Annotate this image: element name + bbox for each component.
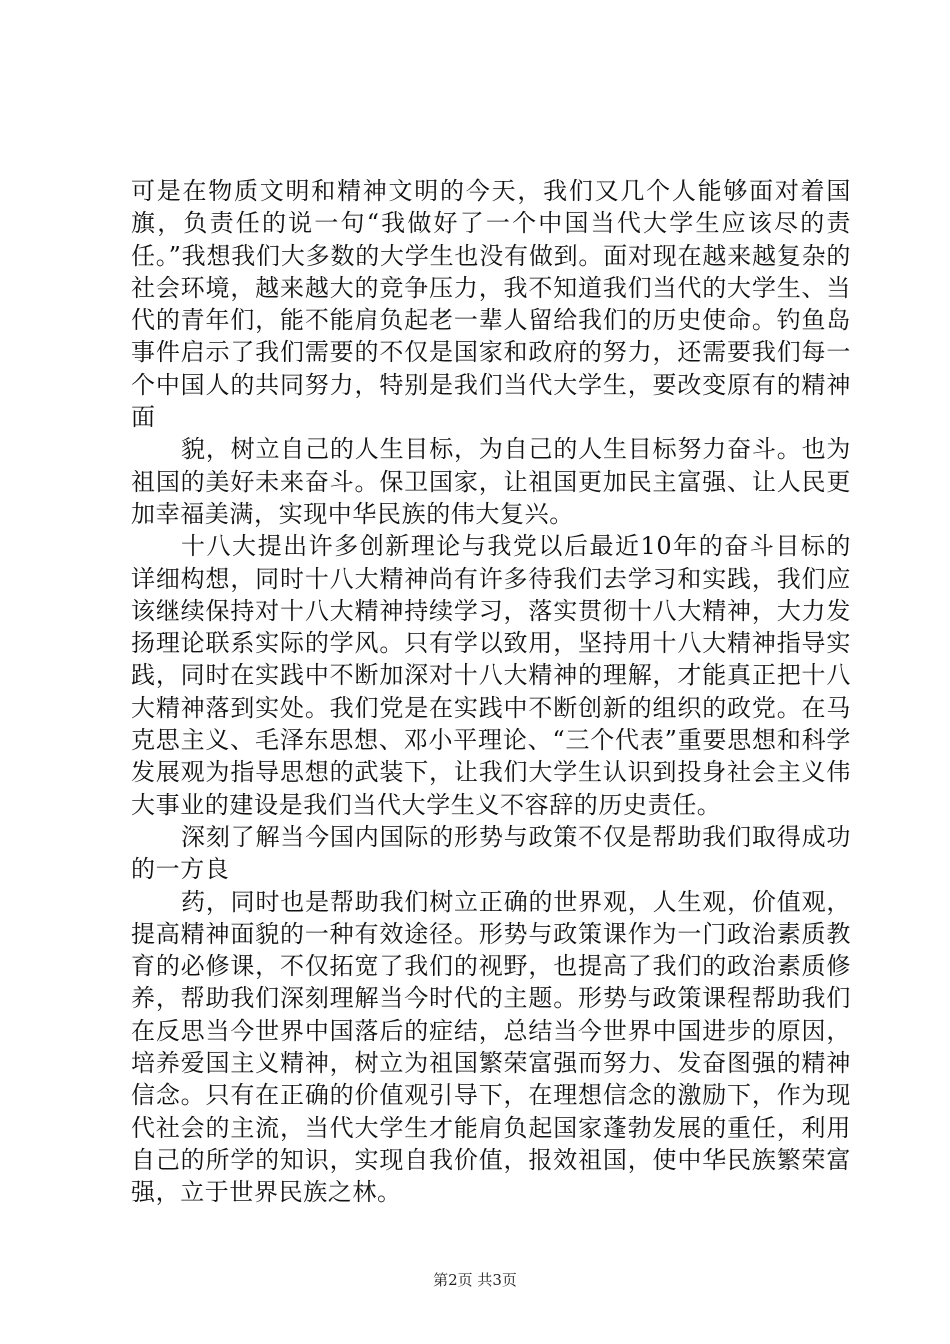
document-body — [131, 175, 851, 1209]
paragraph-2: 貌，树立自己的人生目标，为自己的人生目标努力奋斗。也为祖国的美好未来奋斗。保卫国家，让祖国更加民主富强、让人民更加幸福美满，实现中华民族的伟大复兴。 — [131, 435, 851, 528]
paragraph-3: 十八大提出许多创新理论与我党以后最近10年的奋斗目标的详细构想，同时十八大精神尚有许多待我们去学习和实践，我们应该继续保持对十八大精神持续学习，落实贯彻十八大精神，大力发扬理论联系实际的学风。只有学以致用，坚持用十八大精神指导实践，同时在实践中不断加深对十八大精神的理解，才能真正把十八大精神落到实处。我们党是在实践中不断创新的组织的政党。在马克思主义、毛泽东思想、邓小平理论、“三个代表”重要思想和科学发展观为指导思想的武装下，让我们大学生认识到投身社会主义伟大事业的建设是我们当代大学生义不容辞的历史责任。 — [131, 532, 851, 819]
paragraph-4: 深刻了解当今国内国际的形势与政策不仅是帮助我们取得成功的一方良 — [131, 822, 851, 884]
page-footer: 第2页 共3页 — [433, 1271, 517, 1289]
paragraph-5: 药，同时也是帮助我们树立正确的世界观，人生观，价值观，提高精神面貌的一种有效途径。形势与政策课作为一门政治素质教育的必修课，不仅拓宽了我们的视野，也提高了我们的政治素质修养，帮助我们深刻理解当今时代的主题。形势与政策课程帮助我们在反思当今世界中国落后的症结，总结当今世界中国进步的原因，培养爱国主义精神，树立为祖国繁荣富强而努力、发奋图强的精神信念。只有在正确的价值观引导下，在理想信念的激励下，作为现代社会的主流，当代大学生才能肩负起国家蓬勃发展的重任，利用自己的所学的知识，实现自我价值，报效祖国，使中华民族繁荣富强，立于世界民族之林。 — [131, 887, 851, 1207]
paragraph-1: 可是在物质文明和精神文明的今天，我们又几个人能够面对着国旗，负责任的说一句“我做好了一个中国当代大学生应该尽的责任。”我想我们大多数的大学生也没有做到。面对现在越来越复杂的社会环境，越来越大的竞争压力，我不知道我们当代的大学生、当代的青年们，能不能肩负起老一辈人留给我们的历史使命。钓鱼岛事件启示了我们需要的不仅是国家和政府的努力，还需要我们每一个中国人的共同努力，特别是我们当代大学生，要改变原有的精神面 — [131, 177, 851, 432]
